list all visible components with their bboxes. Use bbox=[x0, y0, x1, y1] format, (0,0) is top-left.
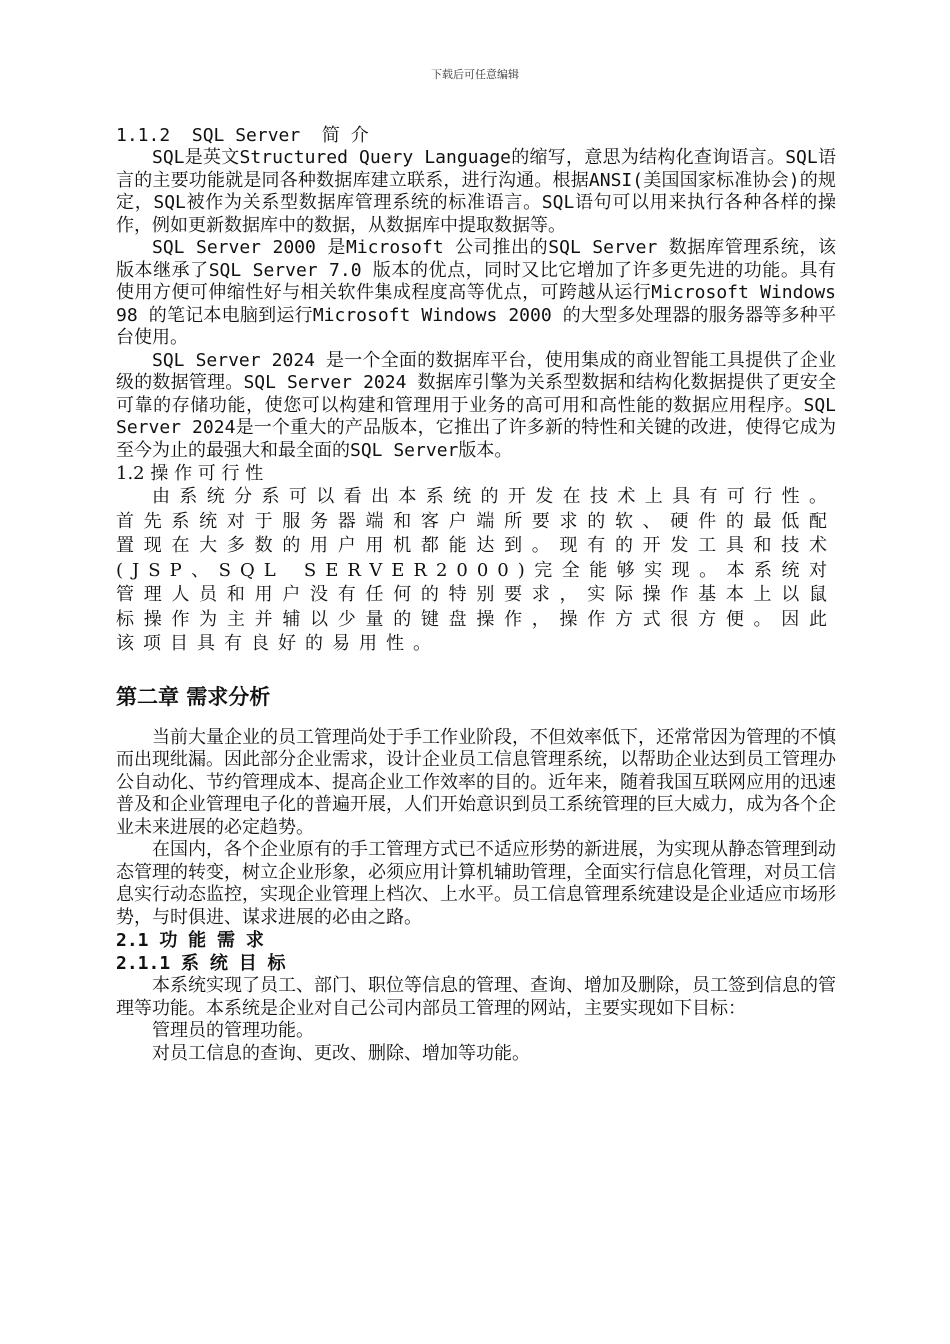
paragraph-sql-server-2024: SQL Server 2024 是一个全面的数据库平台，使用集成的商业智能工具提供了企业级的数据管理。SQL Server 2024 数据库引擎为关系型数据和结构化数据提供了更安全可靠的存储功能，使您可以构建和管理用于业务的高可用和高性能的数据应用程序。SQL Server 2024是一个重大的产品版本，它推出了许多新的特性和关键的改进，使得它成为至今为止的最强大和最全面的SQL Server版本。 bbox=[116, 349, 836, 461]
section-heading-2-1: 2.1 功 能 需 求 bbox=[116, 930, 264, 951]
list-item-employee-functions: 对员工信息的查询、更改、删除、增加等功能。 bbox=[152, 1042, 530, 1064]
chapter-heading-2: 第二章 需求分析 bbox=[116, 684, 271, 709]
section-heading-1-1-2: 1.1.2 SQL Server 简 介 bbox=[116, 125, 369, 146]
paragraph-system-goals: 本系统实现了员工、部门、职位等信息的管理、查询、增加及删除，员工签到信息的管理等功能。本系统是企业对自己公司内部员工管理的网站，主要实现如下目标： bbox=[116, 975, 836, 1019]
list-item-admin-functions: 管理员的管理功能。 bbox=[152, 1020, 314, 1041]
paragraph-requirements-domestic: 在国内，各个企业原有的手工管理方式已不适应形势的新进展，为实现从静态管理到动态管理的转变，树立企业形象，必须应用计算机辅助管理，全面实行信息化管理，对员工信息实行动态监控，实现企业管理上档次、上水平。员工信息管理系统建设是企业适应市场形势，与时俱进、谋求进展的必由之路。 bbox=[116, 839, 836, 928]
section-heading-1-2: 1.2 操 作 可 行 性 bbox=[116, 463, 264, 484]
section-heading-2-1-1: 2.1.1 系 统 目 标 bbox=[116, 953, 286, 974]
paragraph-sql-intro: SQL是英文Structured Query Language的缩写，意思为结构化查询语言。SQL语言的主要功能就是同各种数据库建立联系，进行沟通。根据ANSI(美国国家标准协会)的规定，SQL被作为关系型数据库管理系统的标准语言。SQL语句可以用来执行各种各样的操作，例如更新数据库中的数据，从数据库中提取数据等。 bbox=[116, 147, 836, 236]
page-header-note: 下载后可任意编辑 bbox=[431, 68, 519, 81]
paragraph-requirements-background: 当前大量企业的员工管理尚处于手工作业阶段，不但效率低下，还常常因为管理的不慎而出现纰漏。因此部分企业需求，设计企业员工信息管理系统，以帮助企业达到员工管理办公自动化、节约管理成本、提高企业工作效率的目的。近年来，随着我国互联网应用的迅速普及和企业管理电子化的普遍开展，人们开始意识到员工系统管理的巨大威力，成为各个企业未来进展的必定趋势。 bbox=[116, 726, 836, 838]
paragraph-operational-feasibility: 由系统分系可以看出本系统的开发在技术上具有可行性。首先系统对于服务器端和客户端所要求的软、硬件的最低配置现在大多数的用户用机都能达到。现有的开发工具和技术(JSP、SQL SERVER2000)完全能够实现。本系统对管理人员和用户没有任何的特别要求，实际操作基本上以鼠标操作为主并辅以少量的键盘操作，操作方式很方便。因此该项目具有良好的易用性。 bbox=[116, 486, 836, 654]
document-body bbox=[116, 124, 836, 1065]
paragraph-sql-server-2000: SQL Server 2000 是Microsoft 公司推出的SQL Server 数据库管理系统，该版本继承了SQL Server 7.0 版本的优点，同时又比它增加了许多更先进的功能。具有使用方便可伸缩性好与相关软件集成程度高等优点，可跨越从运行Microsoft Windows 98 的笔记本电脑到运行Microsoft Windows 2000 的大型多处理器的服务器等多种平台使用。 bbox=[116, 237, 836, 348]
